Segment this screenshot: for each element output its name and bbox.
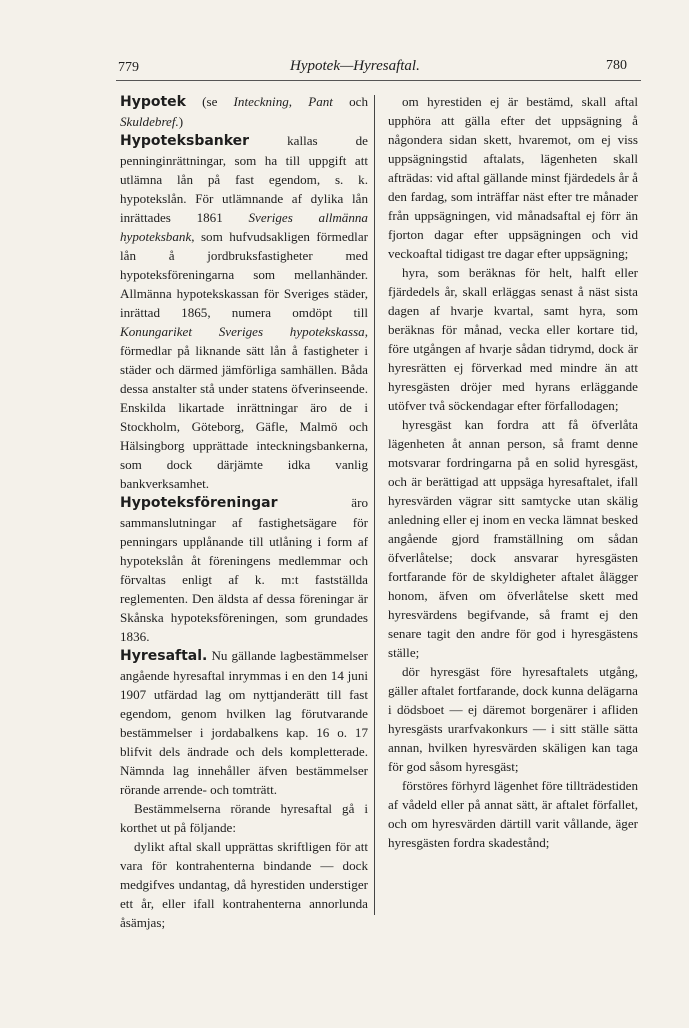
entry-title: Hyresaftal. [120,648,208,664]
entry-text: Nu gällande lagbestämmelser angående hyresaftal inrymmas i en den 14 juni 1907 utfärdad lag om nyttjanderätt till fast egendom, genom hvilken lag förutvarande bestämmelser i jordabalkens kap. 16 o. 17 blifvit dels ändrade och dels kompletterade. Nämnda lag innehåller äfven bestämmelser rörande arrende- och tomträtt. [120,648,368,797]
left-column [120,92,368,932]
running-title: Hypotek—Hyresaftal. [290,58,420,74]
paragraph: dylikt aftal skall upprättas skriftligen för att vara för kontrahenterna bindande — dock medgifves undantag, då hyrestiden understiger ett år, eller ifall kontrahenterna annorlunda åsämjas; [120,839,368,930]
paragraph: hyra, som beräknas för helt, halft eller fjärdedels år, skall erläggas senast å näst sista dagen af hvarje kvartal, samt hyra, som beräknas för månad, vecka eller kortare tid, före utgången af hvarje sådan tidrymd, dock är hyresrätten ej förverkad med mindre än att hyresgästen dröjer med hyrans erläggande utöfver två söckendagar efter förfallodagen; [388,265,638,413]
entry-title: Hypoteksbanker [120,133,250,149]
entry-hypoteksforeningar [120,493,368,646]
entry-text: , [288,94,309,109]
entry-title: Hypoteksföreningar [120,495,278,511]
cross-reference: Inteckning [233,94,289,109]
right-column [388,92,638,852]
entry-text: äro sammanslutningar af fastighetsägare för penningars upplånande till utlåning i form af hypotekslån åt föreningens medlemmar och förvaltas enligt af k. m:t fastställda reglementen. Den äldsta af dessa föreningar är Skånska hypoteksföreningen, som grundades 1836. [120,495,368,644]
entry-text: kallas de penninginrättningar, som ha till uppgift att utlämna lån på fast egendom, s. k. hypotekslån. För utlämnande af dylika lån inrättades 1861 [120,133,368,225]
cross-reference: Pant [308,94,333,109]
entry-hypotek [120,92,368,131]
entry-text: (se [185,94,234,109]
italic-term: Konungariket Sveriges hypotekskassa [120,324,365,339]
entry-hypoteksbanker [120,131,368,493]
paragraph: Bestämmelserna rörande hyresaftal gå i korthet ut på följande: [120,801,368,835]
cross-reference: Skuldebref. [120,114,179,129]
entry-hyresaftal [120,646,368,799]
paragraph: dör hyresgäst före hyresaftalets utgång, gäller aftalet fortfarande, dock kunna delägarna i dödsboet — ej däremot borgenärer i afliden hyresgästs urarfvakonkurs — i sitt ställe sätta annan, hvilken hyresvärden skäligen kan taga för god såsom hyresgäst; [388,664,638,774]
italic-term: Sveriges allmänna hypoteksbank [120,210,368,244]
paragraph: om hyrestiden ej är bestämd, skall aftal upphöra att gälla efter det uppsägning å någondera sidan skett, hvaremot, om ej viss uppsägningstid aftalats, lägenheten skall afträdas: vid aftal gällande minst fjärdedels år å den fardag, som inträffar näst efter tre månader från uppsägningen, vid månadsaftal ej förr än fjorton dagar efter uppsägningen och vid veckoaftal tidigast tre dagar efter uppsägning; [388,94,638,261]
entry-text: ) [178,114,184,129]
page-header [0,58,689,80]
paragraph: förstöres förhyrd lägenhet före tillträdestiden af vådeld eller på annat sätt, är aftalet förfallet, och om hyresvärden därtill varit vållande, äger hyresgästen fordra skadestånd; [388,778,638,850]
entry-title: Hypotek [120,94,186,110]
header-rule [116,80,641,81]
entry-text: , som hufvudsakligen förmedlar lån å jordbruksfastigheter med hypoteksföreningarna som mellanhänder. Allmänna hypotekskassan för Sveriges städer, inrättad 1865, numera omdöpt till [120,229,368,320]
page-number-right: 780 [606,58,627,73]
column-divider [374,95,375,915]
page-number-left: 779 [118,60,139,75]
entry-text: , förmedlar på liknande sätt lån å fastigheter i städer och därmed jämförliga samhällen. Båda dessa anstalter stå under statens öfverinseende. Enskilda likartade inrättningar äro de i Stockholm, Göteborg, Gäfle, Malmö och Hälsingborg upprättade inteckningsbankerna, som dock därjämte idka vanlig bankverksamhet. [120,324,368,491]
paragraph: hyresgäst kan fordra att få öfverlåta lägenheten åt annan person, så framt denne motsvarar fordringarna på en solid hyresgäst, och är berättigad att uppsäga hyresaftalet, ifall hyresvärden vägrar sitt samtycke utan skälig anledning eller ej inom en vecka lämnat besked angående gjord framställning om sådan öfverlåtelse; dock ansvarar hyresgästen fortfarande för de skyldigheter aftalet ålägger honom, äfven om öfverlåtelse skett med hyresvärdens begifvande, så framt ej den senare tagit den andre för god i hyresgästens ställe; [388,417,638,660]
entry-text: och [332,94,368,109]
